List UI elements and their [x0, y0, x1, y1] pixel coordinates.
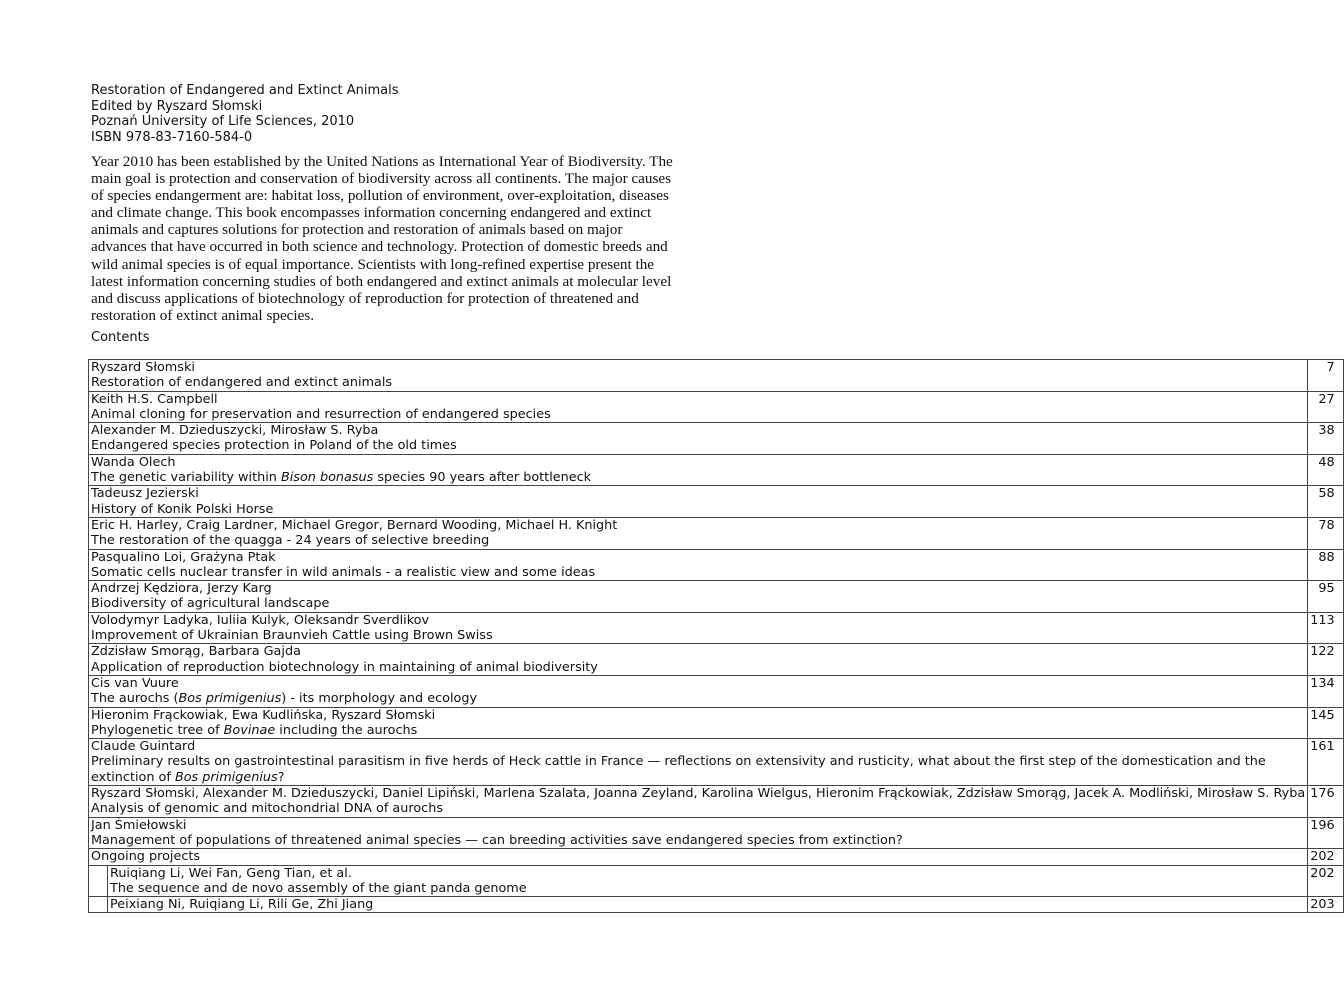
- book-editor: Edited by Ryszard Słomski: [91, 98, 263, 114]
- entry-authors: Eric H. Harley, Craig Lardner, Michael Gregor, Bernard Wooding, Michael H. Knight: [91, 517, 618, 533]
- contents-entry: [89, 423, 1308, 455]
- contents-row: [89, 612, 1344, 644]
- entry-authors: Hieronim Frąckowiak, Ewa Kudlińska, Ryszard Słomski: [91, 707, 436, 723]
- entry-authors: Alexander M. Dzieduszycki, Mirosław S. Ryba: [91, 423, 379, 439]
- contents-row: [89, 581, 1344, 613]
- entry-page-number: 161: [1308, 739, 1343, 786]
- book-title: Restoration of Endangered and Extinct Animals: [91, 83, 399, 98]
- contents-row: [89, 549, 1344, 581]
- entry-title-text: The restoration of the quagga - 24 years of selective breeding: [91, 533, 490, 549]
- contents-table-body: [89, 360, 1344, 913]
- entry-authors: Tadeusz Jezierski: [91, 486, 199, 502]
- entry-authors: Ryszard Słomski: [91, 360, 195, 375]
- entry-authors: Ryszard Słomski, Alexander M. Dzieduszycki, Daniel Lipiński, Marlena Szalata, Joanna Zeyland, Karolina Wielgus, Hieronim Frąckowiak, Zdzisław Smorąg, Jacek A. Modliński, Mirosław S. Ryba: [91, 786, 1306, 802]
- ongoing-projects-label: Ongoing projects: [89, 849, 1308, 865]
- entry-title-species: Bos primigenius: [174, 769, 278, 785]
- contents-entry: [89, 549, 1308, 581]
- contents-row: [89, 517, 1344, 549]
- entry-title: [91, 723, 1305, 738]
- entry-title: [91, 754, 1305, 785]
- contents-heading: Contents: [91, 330, 150, 345]
- contents-row: [89, 454, 1344, 486]
- contents-table: [88, 359, 1344, 913]
- entry-title-text-end: species 90 years after bottleneck: [373, 470, 592, 486]
- ongoing-projects-row: [89, 849, 1344, 865]
- entry-title-species: Bovinae: [223, 722, 276, 738]
- contents-row: [89, 486, 1344, 518]
- ongoing-item: [108, 865, 1308, 897]
- ongoing-item-title: The sequence and de novo assembly of the giant panda genome: [110, 880, 527, 896]
- ongoing-item-row: [89, 865, 1344, 897]
- contents-entry: [89, 454, 1308, 486]
- entry-title: [91, 833, 1305, 848]
- ongoing-projects-page: 202: [1308, 849, 1343, 865]
- entry-title-text: Improvement of Ukrainian Braunvieh Cattle using Brown Swiss: [91, 628, 493, 644]
- entry-title: [91, 533, 1305, 548]
- entry-page-number: 196: [1308, 817, 1343, 849]
- contents-row: [89, 739, 1344, 786]
- entry-title: [91, 407, 1305, 422]
- contents-row: [89, 707, 1344, 739]
- entry-authors: Zdzisław Smorąg, Barbara Gajda: [91, 644, 301, 660]
- contents-entry: [89, 360, 1308, 392]
- entry-page-number: 7: [1308, 360, 1343, 392]
- entry-page-number: 113: [1308, 612, 1343, 644]
- entry-authors: Volodymyr Ladyka, Iuliia Kulyk, Oleksandr Sverdlikov: [91, 612, 430, 628]
- contents-entry: [89, 707, 1308, 739]
- entry-title: [91, 801, 1305, 816]
- ongoing-item-page: 203: [1308, 897, 1343, 913]
- ongoing-item-authors: Ruiqiang Li, Wei Fan, Geng Tian, et al.: [110, 865, 352, 881]
- entry-authors: Keith H.S. Campbell: [91, 391, 218, 407]
- entry-title-text: The aurochs (: [91, 691, 179, 707]
- indent-cell: [89, 865, 108, 897]
- book-isbn: ISBN 978-83-7160-584-0: [91, 129, 253, 145]
- ongoing-item-page: 202: [1308, 865, 1343, 897]
- entry-title: [91, 565, 1305, 580]
- entry-title-species: Bos primigenius: [178, 691, 282, 707]
- contents-row: [89, 675, 1344, 707]
- contents-row: [89, 391, 1344, 423]
- entry-title-text: The genetic variability within: [91, 470, 281, 486]
- contents-entry: [89, 675, 1308, 707]
- contents-entry: [89, 644, 1308, 676]
- book-header: [91, 83, 398, 145]
- entry-page-number: 78: [1308, 517, 1343, 549]
- entry-authors: Cis van Vuure: [91, 675, 179, 691]
- entry-page-number: 88: [1308, 549, 1343, 581]
- entry-title-text: History of Konik Polski Horse: [91, 501, 274, 517]
- contents-row: [89, 786, 1344, 818]
- ongoing-item: [108, 897, 1308, 913]
- entry-title-text-end: including the aurochs: [275, 722, 418, 738]
- contents-row: [89, 423, 1344, 455]
- entry-title: [91, 470, 1305, 485]
- contents-entry: [89, 817, 1308, 849]
- entry-authors: Pasqualino Loi, Grażyna Ptak: [91, 549, 276, 565]
- entry-title-text: Phylogenetic tree of: [91, 722, 224, 738]
- entry-title-text-end: ) - its morphology and ecology: [281, 691, 478, 707]
- entry-title-species: Bison bonasus: [280, 470, 374, 486]
- contents-row: [89, 360, 1344, 392]
- ongoing-item-authors: Peixiang Ni, Ruiqiang Li, Rili Ge, Zhi Jiang: [110, 897, 374, 913]
- entry-authors: Jan Śmiełowski: [91, 817, 187, 833]
- entry-title-text: Restoration of endangered and extinct animals: [91, 375, 393, 391]
- entry-authors: Wanda Olech: [91, 454, 176, 470]
- contents-row: [89, 817, 1344, 849]
- entry-title-text: Application of reproduction biotechnology in maintaining of animal biodiversity: [91, 659, 598, 675]
- contents-entry: [89, 786, 1308, 818]
- contents-entry: [89, 581, 1308, 613]
- entry-title: [91, 375, 1305, 390]
- entry-title: [91, 691, 1305, 706]
- entry-title-text: Management of populations of threatened animal species — can breeding activities save endangered species from extinction?: [91, 832, 903, 848]
- entry-page-number: 38: [1308, 423, 1343, 455]
- entry-title: [91, 596, 1305, 611]
- entry-page-number: 176: [1308, 786, 1343, 818]
- entry-page-number: 58: [1308, 486, 1343, 518]
- entry-authors: Claude Guintard: [91, 739, 196, 755]
- entry-title: [91, 628, 1305, 643]
- contents-entry: [89, 517, 1308, 549]
- entry-title-text: Biodiversity of agricultural landscape: [91, 596, 330, 612]
- contents-entry: [89, 612, 1308, 644]
- contents-entry: [89, 739, 1308, 786]
- entry-page-number: 27: [1308, 391, 1343, 423]
- entry-title-text: Animal cloning for preservation and resurrection of endangered species: [91, 406, 551, 422]
- entry-title-text: Endangered species protection in Poland of the old times: [91, 438, 457, 454]
- entry-page-number: 145: [1308, 707, 1343, 739]
- entry-title: [91, 438, 1305, 453]
- contents-entry: [89, 486, 1308, 518]
- contents-entry: [89, 391, 1308, 423]
- entry-authors: Andrzej Kędziora, Jerzy Karg: [91, 581, 272, 597]
- contents-row: [89, 644, 1344, 676]
- entry-title: [91, 502, 1305, 517]
- abstract-paragraph: Year 2010 has been established by the United Nations as International Year of Biodiversity. The main goal is protection and conservation of biodiversity across all continents. The major causes of species endangerment are: habitat loss, pollution of environment, over-exploitation, diseases and climate change. This book encompasses information concerning endangered and extinct animals and captures solutions for protection and restoration of animals based on major advances that have occurred in both science and technology. Protection of domestic breeds and wild animal species is of equal importance. Scientists with long-refined expertise present the latest information concerning studies of both endangered and extinct animals at molecular level and discuss applications of biotechnology of reproduction for protection of threatened and restoration of extinct animal species.: [91, 153, 673, 324]
- entry-page-number: 134: [1308, 675, 1343, 707]
- entry-title: [91, 660, 1305, 675]
- entry-title-text: Analysis of genomic and mitochondrial DNA of aurochs: [91, 801, 443, 817]
- entry-page-number: 122: [1308, 644, 1343, 676]
- entry-title-text: Somatic cells nuclear transfer in wild animals - a realistic view and some ideas: [91, 564, 596, 580]
- entry-page-number: 95: [1308, 581, 1343, 613]
- ongoing-item-row: [89, 897, 1344, 913]
- entry-title-text-end: ?: [277, 769, 285, 785]
- entry-title-text: Preliminary results on gastrointestinal parasitism in five herds of Heck cattle in France — reflections on extensivity and rusticity, what about the first step of the domestication and the extinction of: [91, 754, 1266, 785]
- indent-cell: [89, 897, 108, 913]
- book-publisher: Poznań University of Life Sciences, 2010: [91, 114, 355, 129]
- entry-page-number: 48: [1308, 454, 1343, 486]
